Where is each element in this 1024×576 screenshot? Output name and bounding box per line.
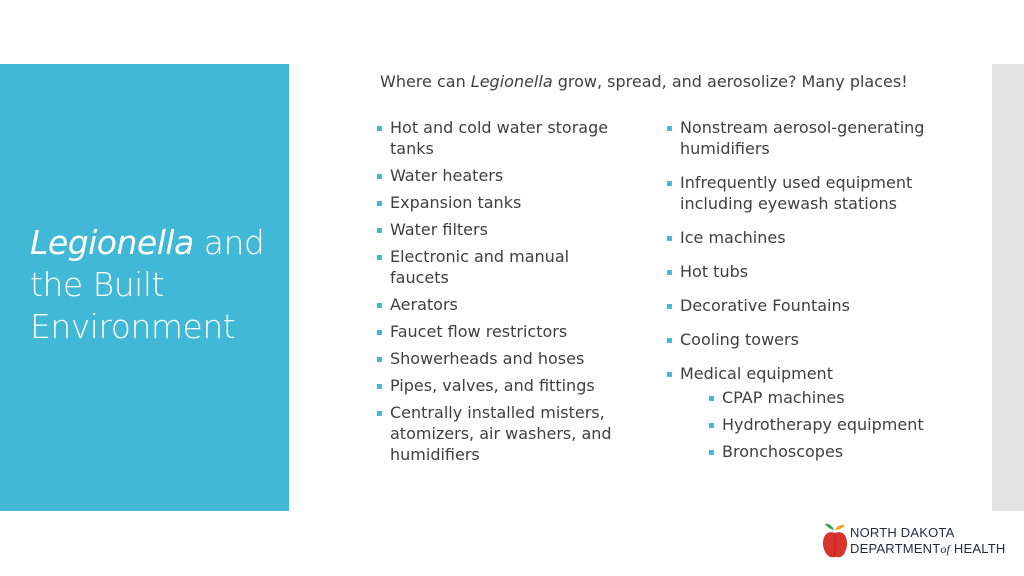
right-strip: [992, 64, 1024, 511]
logo-text: [850, 525, 1005, 557]
list-item: [376, 246, 626, 288]
list-item-text: Hydrotherapy equipment: [722, 415, 924, 434]
list-item: [376, 192, 626, 213]
square-bullet-icon: ▪: [666, 301, 673, 312]
square-bullet-icon: ▪: [376, 354, 383, 365]
list-item-medical: [666, 363, 966, 462]
medical-sublist: [708, 387, 966, 462]
heading-suffix: grow, spread, and aerosolize? Many places!: [552, 72, 908, 91]
square-bullet-icon: ▪: [666, 123, 673, 134]
square-bullet-icon: ▪: [376, 225, 383, 236]
list-item: [666, 295, 966, 316]
list-item: [666, 172, 966, 214]
square-bullet-icon: ▪: [666, 267, 673, 278]
list-item-text: Ice machines: [680, 228, 786, 247]
slide-title-line-3: Environment: [30, 307, 236, 346]
list-item-text: Nonstream aerosol-generating humidifiers: [680, 118, 925, 158]
list-item-text: Pipes, valves, and fittings: [390, 376, 595, 395]
square-bullet-icon: ▪: [708, 447, 715, 458]
list-item-text: Faucet flow restrictors: [390, 322, 568, 341]
list-item: [666, 329, 966, 350]
list-item-text: Hot and cold water storage tanks: [390, 118, 609, 158]
list-item-text: CPAP machines: [722, 388, 845, 407]
slide-title: [30, 222, 280, 348]
square-bullet-icon: ▪: [708, 393, 715, 404]
square-bullet-icon: ▪: [708, 420, 715, 431]
square-bullet-icon: ▪: [666, 178, 673, 189]
list-item-text: Bronchoscopes: [722, 442, 844, 461]
logo-line-2-of: of: [940, 542, 951, 556]
list-item-text: Decorative Fountains: [680, 296, 850, 315]
list-item-text: Aerators: [390, 295, 458, 314]
square-bullet-icon: ▪: [376, 252, 383, 263]
list-item: [666, 117, 966, 159]
slide-title-line-2: the Built: [30, 265, 164, 304]
slide-title-italic: Legionella: [30, 223, 194, 262]
list-item: [376, 294, 626, 315]
list-item: [666, 227, 966, 248]
content-heading: [380, 72, 908, 91]
square-bullet-icon: ▪: [376, 171, 383, 182]
list-item: [376, 402, 626, 465]
list-item-text: Infrequently used equipment including eyewash stations: [680, 173, 913, 213]
logo-line-2: [850, 541, 1005, 557]
list-item-text: Showerheads and hoses: [390, 349, 585, 368]
square-bullet-icon: ▪: [376, 327, 383, 338]
left-bullet-list: [376, 117, 626, 471]
apple-logo-icon: [822, 522, 848, 560]
list-item: [376, 219, 626, 240]
list-item: [376, 375, 626, 396]
list-item-text: Water heaters: [390, 166, 504, 185]
list-item-text: Electronic and manual faucets: [390, 247, 570, 287]
list-item: [376, 165, 626, 186]
list-item-text: Hot tubs: [680, 262, 749, 281]
heading-italic: Legionella: [470, 72, 553, 91]
list-item: [376, 321, 626, 342]
logo-line-2-health: HEALTH: [950, 541, 1006, 556]
square-bullet-icon: ▪: [376, 381, 383, 392]
sub-list-item: [708, 414, 966, 435]
sub-list-item: [708, 387, 966, 408]
square-bullet-icon: ▪: [376, 300, 383, 311]
square-bullet-icon: ▪: [376, 198, 383, 209]
sub-list-item: [708, 441, 966, 462]
nd-health-logo: [822, 522, 1017, 562]
square-bullet-icon: ▪: [376, 123, 383, 134]
list-item: [666, 261, 966, 282]
slide-title-part-1: and: [193, 223, 265, 262]
square-bullet-icon: ▪: [376, 408, 383, 419]
square-bullet-icon: ▪: [666, 233, 673, 244]
list-item-text: Water filters: [390, 220, 488, 239]
logo-line-2-department: DEPARTMENT: [850, 541, 941, 556]
list-item: [376, 348, 626, 369]
list-item-text: Centrally installed misters, atomizers, air washers, and humidifiers: [390, 403, 612, 464]
list-item: [376, 117, 626, 159]
square-bullet-icon: ▪: [666, 369, 673, 380]
right-bullet-list: [666, 117, 966, 468]
list-item-text: Cooling towers: [680, 330, 799, 349]
logo-line-1: NORTH DAKOTA: [850, 525, 955, 540]
list-item-text: Expansion tanks: [390, 193, 522, 212]
square-bullet-icon: ▪: [666, 335, 673, 346]
list-item-text: Medical equipment: [680, 364, 833, 383]
heading-prefix: Where can: [380, 72, 471, 91]
